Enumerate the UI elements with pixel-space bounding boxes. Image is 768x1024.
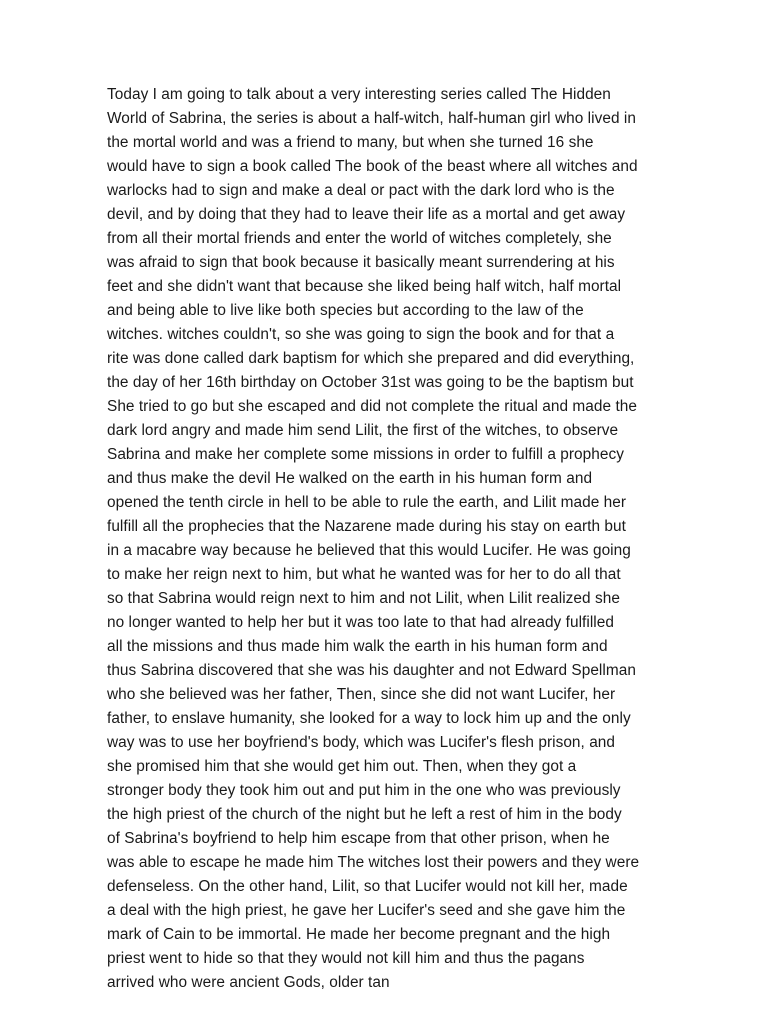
paragraph-line: arrived who were ancient Gods, older tan <box>107 974 390 991</box>
paragraph-line: opened the tenth circle in hell to be able to rule the earth, and Lilit made her <box>107 494 627 511</box>
paragraph-line: World of Sabrina, the series is about a half-witch, half-human girl who lived in <box>107 110 636 127</box>
paragraph-line: father, to enslave humanity, she looked for a way to lock him up and the only <box>107 710 631 727</box>
paragraph-line: the day of her 16th birthday on October 31st was going to be the baptism but <box>107 374 634 391</box>
paragraph-line: devil, and by doing that they had to leave their life as a mortal and get away <box>107 206 626 223</box>
paragraph-line: priest went to hide so that they would not kill him and thus the pagans <box>107 950 585 967</box>
paragraph-line: stronger body they took him out and put him in the one who was previously <box>107 782 621 799</box>
paragraph-line: thus Sabrina discovered that she was his daughter and not Edward Spellman <box>107 662 636 679</box>
paragraph-line: dark lord angry and made him send Lilit, the first of the witches, to observe <box>107 422 619 439</box>
paragraph-line: was afraid to sign that book because it basically meant surrendering at his <box>107 254 615 271</box>
paragraph-line: mark of Cain to be immortal. He made her become pregnant and the high <box>107 926 611 943</box>
paragraph-line: who she believed was her father, Then, since she did not want Lucifer, her <box>107 686 616 703</box>
paragraph-line: She tried to go but she escaped and did not complete the ritual and made the <box>107 398 638 415</box>
paragraph-line: she promised him that she would get him out. Then, when they got a <box>107 758 577 775</box>
paragraph-line: the high priest of the church of the night but he left a rest of him in the body <box>107 806 622 823</box>
paragraph-line: Today I am going to talk about a very interesting series called The Hidden <box>107 86 611 103</box>
paragraph-line: so that Sabrina would reign next to him and not Lilit, when Lilit realized she <box>107 590 620 607</box>
paragraph-line: no longer wanted to help her but it was too late to that had already fulfilled <box>107 614 614 631</box>
paragraph-line: way was to use her boyfriend's body, which was Lucifer's flesh prison, and <box>107 734 616 751</box>
paragraph-line: from all their mortal friends and enter the world of witches completely, she <box>107 230 612 247</box>
paragraph-line: all the missions and thus made him walk the earth in his human form and <box>107 638 608 655</box>
paragraph-line: in a macabre way because he believed that this would Lucifer. He was going <box>107 542 631 559</box>
paragraph-line: defenseless. On the other hand, Lilit, so that Lucifer would not kill her, made <box>107 878 628 895</box>
paragraph-line: was able to escape he made him The witches lost their powers and they were <box>107 854 640 871</box>
paragraph-line: Sabrina and make her complete some missions in order to fulfill a prophecy <box>107 446 624 463</box>
paragraph-line: and being able to live like both species but according to the law of the <box>107 302 584 319</box>
paragraph-line: would have to sign a book called The book of the beast where all witches and <box>107 158 638 175</box>
paragraph-line: a deal with the high priest, he gave her Lucifer's seed and she gave him the <box>107 902 626 919</box>
paragraph-line: witches. witches couldn't, so she was going to sign the book and for that a <box>107 326 615 343</box>
paragraph-line: the mortal world and was a friend to many, but when she turned 16 she <box>107 134 594 151</box>
paragraph-line: of Sabrina's boyfriend to help him escape from that other prison, when he <box>107 830 610 847</box>
document-body <box>107 83 697 995</box>
paragraph-line: to make her reign next to him, but what he wanted was for her to do all that <box>107 566 621 583</box>
paragraph-line: rite was done called dark baptism for which she prepared and did everything, <box>107 350 635 367</box>
paragraph-line: and thus make the devil He walked on the earth in his human form and <box>107 470 593 487</box>
paragraph-line: feet and she didn't want that because she liked being half witch, half mortal <box>107 278 622 295</box>
paragraph-line: warlocks had to sign and make a deal or pact with the dark lord who is the <box>107 182 615 199</box>
paragraph-line: fulfill all the prophecies that the Nazarene made during his stay on earth but <box>107 518 626 535</box>
